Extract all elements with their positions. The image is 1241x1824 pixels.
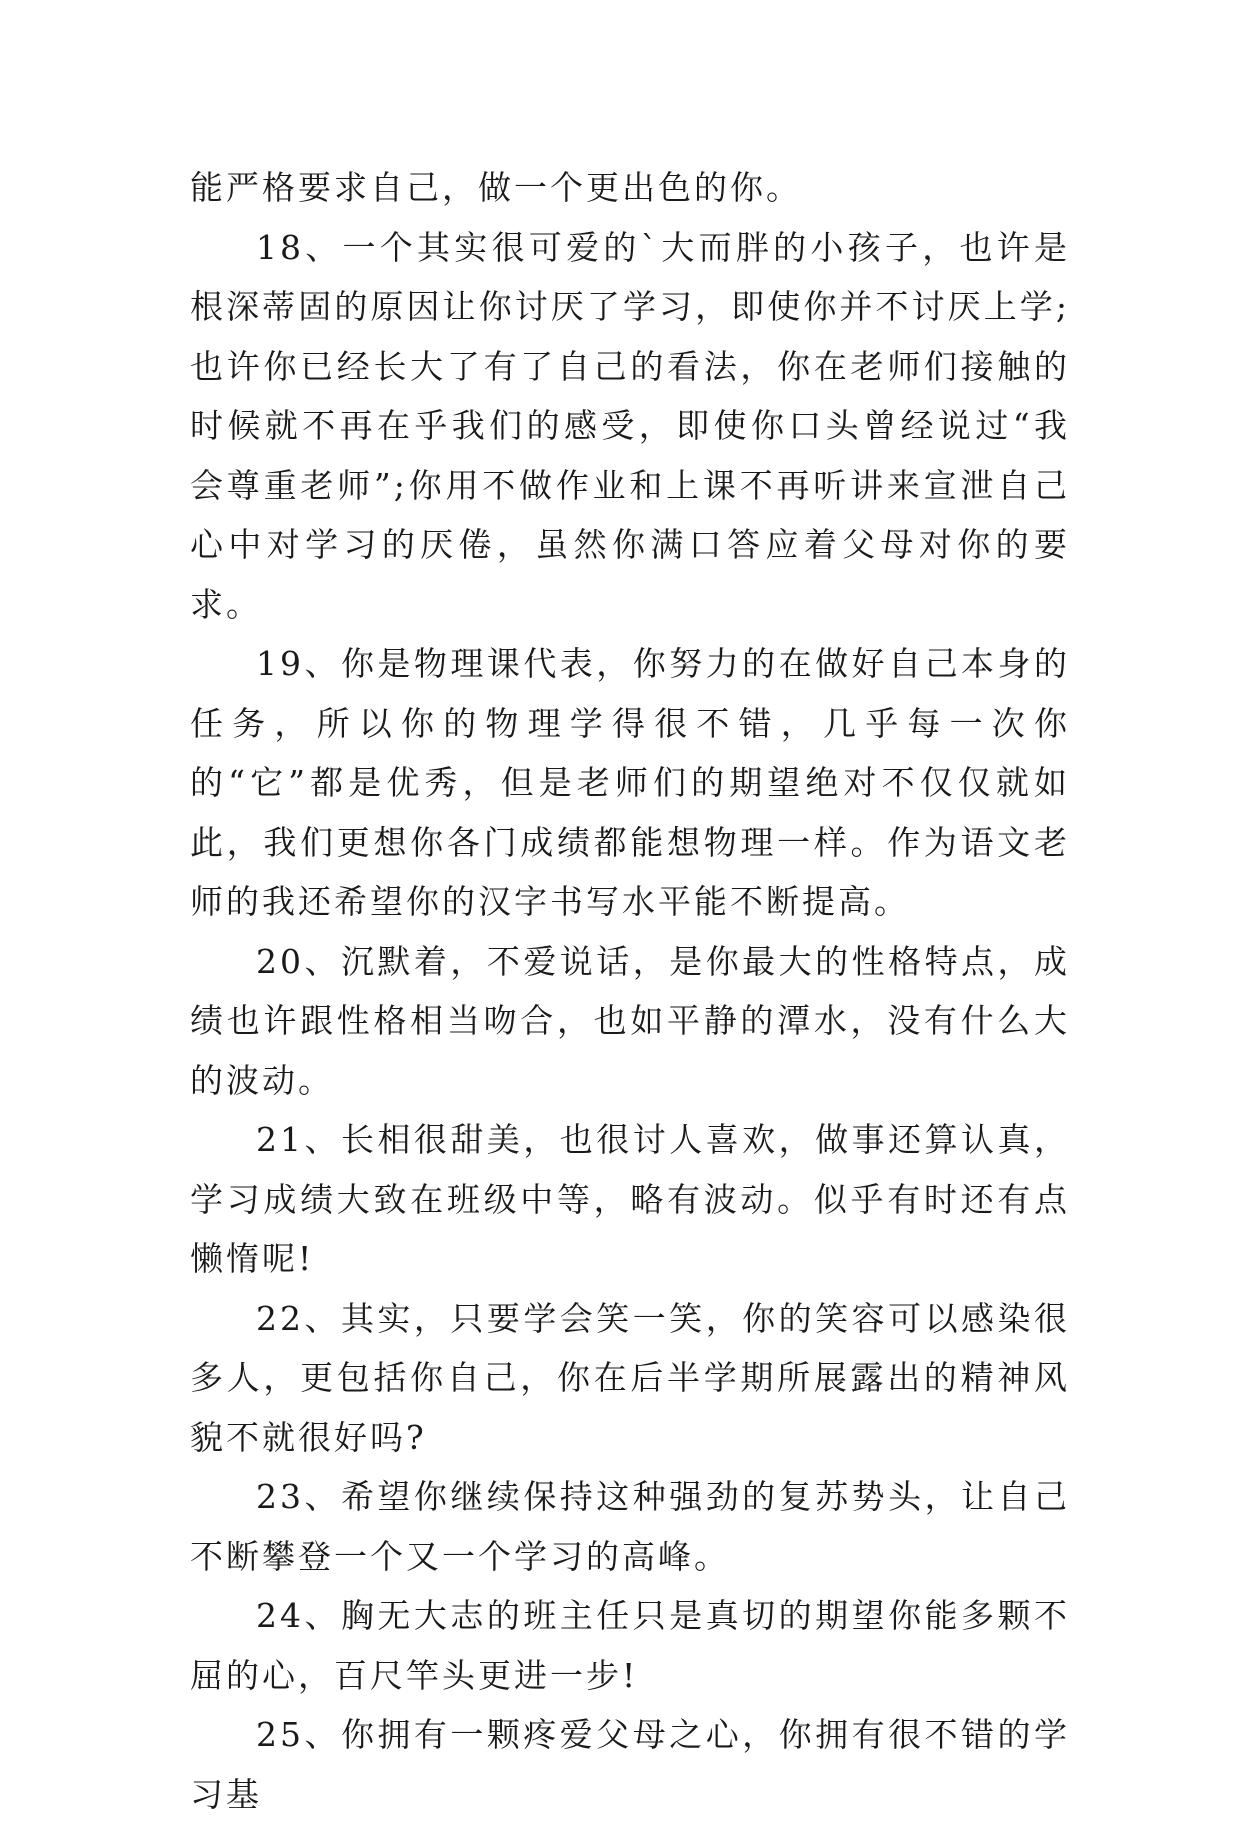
paragraph-23: 23、希望你继续保持这种强劲的复苏势头，让自己不断攀登一个又一个学习的高峰。	[190, 1477, 1070, 1576]
paragraph-21: 21、长相很甜美，也很讨人喜欢，做事还算认真，学习成绩大致在班级中等，略有波动。似乎有时还有点懒惰呢!	[190, 1120, 1070, 1278]
paragraph-20: 20、沉默着，不爱说话，是你最大的性格特点，成绩也许跟性格相当吻合，也如平静的潭水，没有什么大的波动。	[190, 941, 1070, 1100]
paragraph-25: 25、你拥有一颗疼爱父母之心，你拥有很不错的学习基	[190, 1715, 1070, 1814]
paragraph-1: 能严格要求自己，做一个更出色的你。	[190, 168, 802, 207]
paragraph-22: 22、其实，只要学会笑一笑，你的笑容可以感染很多人，更包括你自己，你在后半学期所展露出的精神风貌不就很好吗?	[190, 1298, 1070, 1457]
paragraph-19: 19、你是物理课代表，你努力的在做好自己本身的任务，所以你的物理学得很不错，几乎每一次你的“它”都是优秀，但是老师们的期望绝对不仅仅就如此，我们更想你各门成绩都能想物理一样。作为语文老师的我还希望你的汉字书写水平能不断提高。	[190, 644, 1070, 921]
document-body	[190, 158, 1070, 1824]
paragraph-18: 18、一个其实很可爱的`大而胖的小孩子，也许是根深蒂固的原因让你讨厌了学习，即使你并不讨厌上学;也许你已经长大了有了自己的看法，你在老师们接触的时候就不再在乎我们的感受，即使你口头曾经说过“我会尊重老师”;你用不做作业和上课不再听讲来宣泄自己心中对学习的厌倦，虽然你满口答应着父母对你的要求。	[190, 227, 1070, 624]
paragraph-24: 24、胸无大志的班主任只是真切的期望你能多颗不屈的心，百尺竿头更进一步!	[190, 1596, 1070, 1695]
